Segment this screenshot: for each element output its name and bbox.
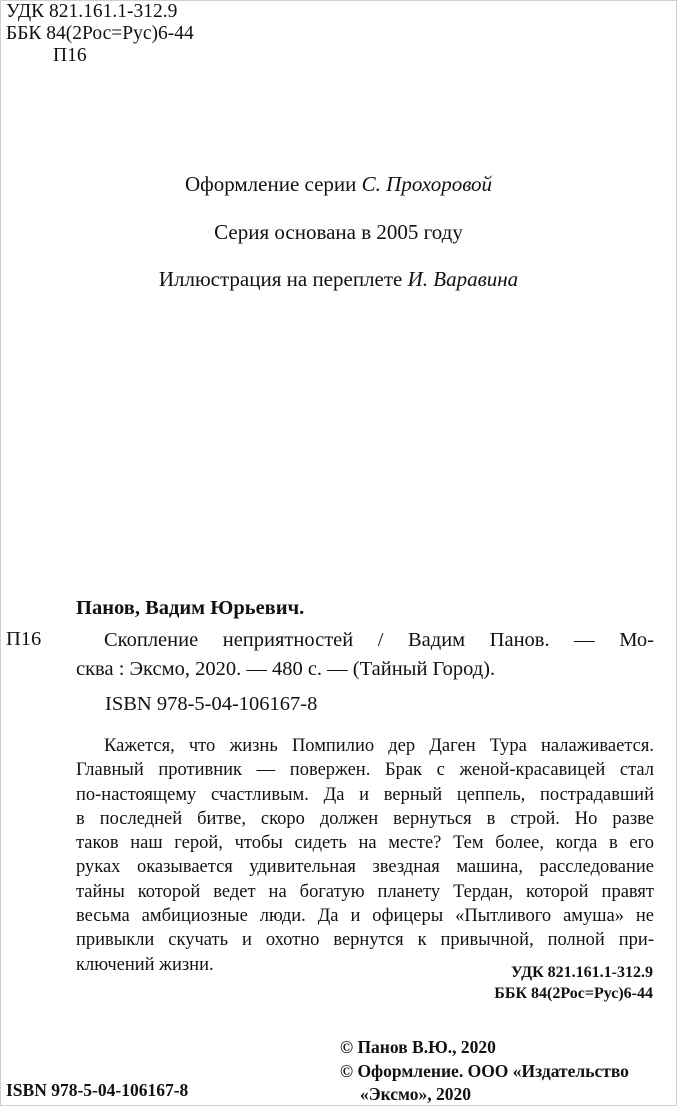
classification-codes-top — [6, 1, 194, 67]
copyright-block — [340, 1036, 629, 1107]
series-design-name: С. Прохоровой — [361, 172, 493, 196]
series-founded-note: Серия основана в 2005 году — [214, 220, 463, 244]
udk-code: УДК 821.161.1-312.9 — [6, 1, 178, 22]
bbk-code: ББК 84(2Рос=Рус)6-44 — [6, 23, 194, 44]
annotation — [76, 734, 654, 977]
annotation-line: ключений жизни. — [76, 954, 214, 975]
series-design-label: Оформление серии — [184, 172, 357, 196]
annotation-line: по-настоящему счастливым. Да и верный цеппель, пострадавший — [76, 784, 654, 805]
annotation-line: руках оказывается удивительная звездная машина, расследование — [76, 857, 654, 878]
isbn: ISBN 978-5-04-106167-8 — [105, 693, 318, 715]
author-sign: П16 — [6, 628, 42, 650]
udk-code: УДК 821.161.1-312.9 — [510, 964, 653, 981]
cover-illustration-credit — [0, 267, 677, 292]
annotation-line: Главный противник — повержен. Брак с женой-красавицей стал — [76, 760, 654, 781]
description-line: Скопление неприятностей / Вадим Панов. — Мо- — [104, 629, 654, 651]
series-design-credit — [0, 172, 677, 197]
author-heading: Панов, Вадим Юрьевич. — [76, 597, 305, 619]
isbn-bottom: ISBN 978-5-04-106167-8 — [6, 1080, 189, 1100]
description-line: сква : Эксмо, 2020. — 480 с. — (Тайный Город). — [76, 658, 496, 680]
annotation-line: тайны которой ведет на богатую планету Тердан, которой правят — [76, 881, 654, 902]
copyright-design: © Оформление. ООО «Издательство — [340, 1060, 629, 1081]
copyright-author: © Панов В.Ю., 2020 — [340, 1037, 496, 1057]
annotation-line: весьма амбициозные люди. Да и офицеры «Пытливого амуша» не — [76, 906, 654, 927]
bibliographic-description — [76, 626, 654, 684]
bbk-code: ББК 84(2Рос=Рус)6-44 — [494, 984, 653, 1002]
copyright-publisher: «Эксмо», 2020 — [360, 1084, 471, 1104]
annotation-line: таков наш герой, чтобы сидеть на месте? Тем более, когда в его — [76, 833, 654, 854]
classification-codes-bottom — [494, 963, 653, 1004]
cover-illustration-label: Иллюстрация на переплете — [158, 267, 403, 291]
cover-illustration-name: И. Варавина — [407, 267, 519, 291]
annotation-line: Кажется, что жизнь Помпилио дер Даген Тура налаживается. — [104, 736, 654, 756]
annotation-line: в последней битве, скоро должен вернуться в строй. Но разве — [76, 808, 654, 829]
author-sign-code: П16 — [53, 45, 87, 66]
annotation-line: привыкли скучать и охотно вернутся к привычной, полной при- — [76, 930, 654, 951]
